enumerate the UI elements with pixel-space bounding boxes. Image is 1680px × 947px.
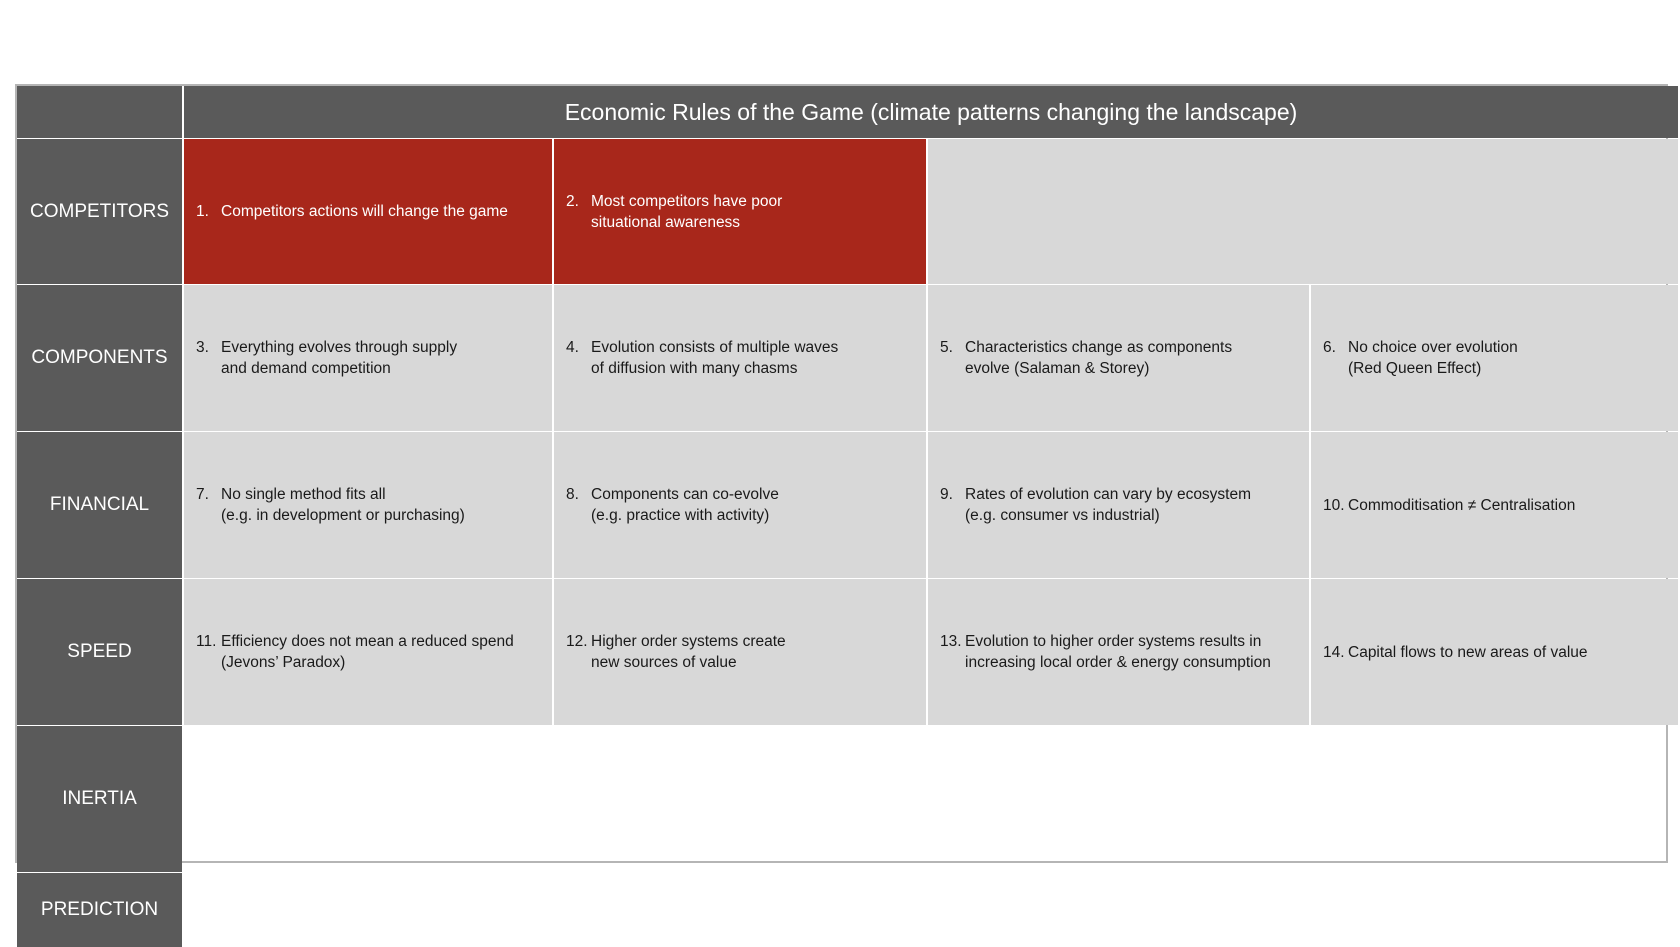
empty-cell xyxy=(928,139,1678,284)
rule-number: 6. xyxy=(1323,339,1336,356)
rule-text: Competitors actions will change the game xyxy=(221,203,508,220)
rule-cell xyxy=(184,139,552,284)
rule-cell xyxy=(184,285,552,431)
rule-cell xyxy=(1311,579,1678,725)
rule-text: No single method fits all (e.g. in development or purchasing) xyxy=(221,486,465,524)
rule-text: Efficiency does not mean a reduced spend (Jevons’ Paradox) xyxy=(221,633,514,671)
rule-number: 8. xyxy=(566,486,579,503)
rule-text: Components can co-evolve (e.g. practice with activity) xyxy=(591,486,779,524)
rule-text: Rates of evolution can vary by ecosystem (e.g. consumer vs industrial) xyxy=(965,486,1252,524)
rule-cell xyxy=(1311,285,1678,431)
rule-cell xyxy=(184,432,552,578)
rules-table xyxy=(15,84,1668,920)
rule-cell xyxy=(928,432,1309,578)
table-title-cell xyxy=(184,86,1678,138)
rule-cell xyxy=(554,285,926,431)
table-title: Economic Rules of the Game (climate patterns changing the landscape) xyxy=(564,98,1298,125)
rule-number: 4. xyxy=(566,339,579,356)
rule-number: 10. xyxy=(1323,496,1345,514)
rule-number: 3. xyxy=(196,339,209,356)
rule-cell xyxy=(554,579,926,725)
rule-number: 9. xyxy=(940,486,953,503)
rule-cell xyxy=(1311,432,1678,578)
category-financial: FINANCIAL xyxy=(17,432,182,578)
rule-number: 14. xyxy=(1323,643,1345,661)
category-inertia: INERTIA xyxy=(17,726,182,872)
rule-number: 11. xyxy=(196,633,217,650)
category-speed: SPEED xyxy=(17,579,182,725)
rule-text: Commoditisation ≠ Centralisation xyxy=(1348,496,1576,514)
rule-cell xyxy=(554,139,926,284)
category-prediction: PREDICTION xyxy=(17,873,182,947)
rule-number: 13. xyxy=(940,633,962,650)
rule-text: Evolution consists of multiple waves of diffusion with many chasms xyxy=(591,339,839,377)
rule-number: 7. xyxy=(196,486,209,503)
rule-text: Most competitors have poor situational awareness xyxy=(591,192,783,231)
rule-text: No choice over evolution (Red Queen Effect) xyxy=(1348,339,1518,377)
rule-number: 1. xyxy=(196,203,209,220)
rule-cell xyxy=(928,579,1309,725)
rule-text: Evolution to higher order systems results in increasing local order & energy consumption xyxy=(965,633,1271,671)
rule-cell xyxy=(184,579,552,725)
rule-cell xyxy=(928,285,1309,431)
rule-text: Higher order systems create new sources of value xyxy=(591,633,786,671)
rule-number: 2. xyxy=(566,192,579,210)
rule-text: Everything evolves through supply and demand competition xyxy=(221,339,458,377)
category-components: COMPONENTS xyxy=(17,285,182,431)
rule-cell xyxy=(554,432,926,578)
rule-text: Characteristics change as components evolve (Salaman & Storey) xyxy=(965,339,1233,377)
rule-number: 5. xyxy=(940,339,953,356)
category-competitors: COMPETITORS xyxy=(17,139,182,284)
header-corner xyxy=(17,86,182,138)
rule-text: Capital flows to new areas of value xyxy=(1348,643,1588,661)
rule-number: 12. xyxy=(566,633,588,650)
